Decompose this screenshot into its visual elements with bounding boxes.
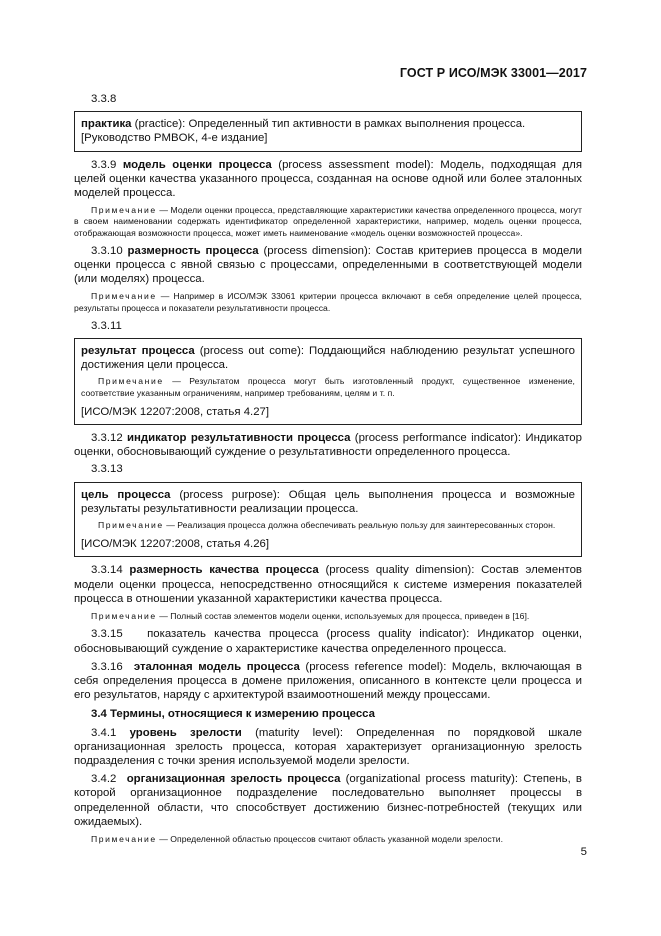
term-source-3-3-8: [Руководство PMBOK, 4-е издание] <box>81 132 268 145</box>
term-number-3-3-15: 3.3.15 <box>91 628 123 641</box>
note-3-3-10 <box>74 291 582 313</box>
term-definition-3-3-13 <box>81 488 575 516</box>
term-3-3-15-def: (process quality indicator): Индикатор оценки, обосновывающий суждение о характеристике качества определенного процесса. <box>74 628 582 655</box>
term-organizational-process-maturity: организационная зрелость процесса <box>126 773 341 786</box>
term-process-outcome: результат процесса <box>81 345 195 358</box>
note-3-3-11 <box>81 376 575 398</box>
note-3-3-14-text: — Полный состав элементов модели оценки, используемых для процесса, приведен в [16]. <box>156 611 530 622</box>
note-3-3-9 <box>74 205 582 239</box>
note-label: Примечание <box>91 291 157 302</box>
term-process-reference-model: эталонная модель процесса <box>133 660 300 673</box>
term-definition-3-3-15 <box>74 627 582 655</box>
page-number: 5 <box>580 846 587 858</box>
term-practice: практика <box>81 118 132 131</box>
note-label: Примечание <box>91 833 157 844</box>
term-process-dimension: размерность процесса <box>127 244 259 257</box>
note-3-4-2 <box>74 834 582 845</box>
note-3-3-14 <box>74 611 582 622</box>
term-3-4-2-def: (organizational process maturity): Степень, в которой организационное подразделение последовательно выполняет процессы в определенной области, что способствует достижению бизнес-потребностей (текущих или ожидаемых). <box>74 773 582 828</box>
note-3-3-10-text: — Например в ИСО/МЭК 33061 критерии процесса включают в себя определение целей процесса, результаты процесса и показатели результативности процесса. <box>74 291 582 313</box>
term-practice-def: (practice): Определенный тип активности в рамках выполнения процесса. <box>131 118 526 131</box>
note-label: Примечание <box>98 520 164 531</box>
term-definition-3-3-11 <box>81 344 575 372</box>
page-content <box>74 92 582 845</box>
note-3-4-2-text: — Определенной областью процессов считают область указанной модели зрелости. <box>156 833 504 844</box>
term-definition-3-4-2 <box>74 772 582 829</box>
term-source-3-3-11: [ИСО/МЭК 12207:2008, статья 4.27] <box>81 405 270 418</box>
term-3-3-16-def: (process reference model): Модель, включающая в себя определения процесса в домене приложения, описанного в контексте цели процесса и его результатов, наряду с архитектурой взаимоотношений между процессами. <box>74 660 582 702</box>
section-title-3-4: 3.4 Термины, относящиеся к измерению процесса <box>91 708 375 721</box>
term-number-3-3-13: 3.3.13 <box>91 463 123 476</box>
term-number-3-3-12: 3.3.12 <box>91 432 123 445</box>
term-definition-3-3-16 <box>74 660 582 703</box>
term-process-quality-indicator: показатель качества процесса <box>147 628 319 641</box>
term-number-3-4-2: 3.4.2 <box>91 773 117 786</box>
term-definition-3-4-1 <box>74 726 582 769</box>
term-number-3-4-1: 3.4.1 <box>91 726 117 739</box>
note-3-3-9-text: — Модели оценки процесса, представляющие характеристики качества определенного процесса, могут в своем наименовании содержать идентификатор определенной характеристики, например, модель оценки процесса, отображающая возможности процесса, может иметь наименование «модель оценки возможностей процесса». <box>74 205 582 238</box>
term-number-3-3-9: 3.3.9 <box>91 158 117 171</box>
term-number-3-3-16: 3.3.16 <box>91 660 123 673</box>
term-process-purpose: цель процесса <box>81 488 171 501</box>
note-label: Примечание <box>91 205 157 216</box>
term-number-3-3-8: 3.3.8 <box>91 93 117 105</box>
term-3-3-14-def: (process quality dimension): Состав элементов модели оценки процесса, непосредственно относящийся к системе измерения показателей процесса в отношении указанной характеристики качества процесса. <box>74 564 582 605</box>
note-label: Примечание <box>98 376 164 387</box>
term-definition-3-3-10 <box>74 244 582 287</box>
term-process-assessment-model: модель оценки процесса <box>122 158 272 171</box>
term-3-4-1-def: (maturity level): Определенная по порядковой шкале организационная зрелость процесса, которая характеризует организационную зрелость подразделения с точки зрения используемой модели зрелости. <box>74 726 582 767</box>
term-3-3-12-def: (process performance indicator): Индикатор оценки, обосновывающий суждение о результативности определенного процесса. <box>74 432 582 459</box>
term-3-3-11-def: (process out come): Поддающийся наблюдению результат успешного достижения цели процесса. <box>81 345 575 372</box>
term-definition-3-3-9 <box>74 158 582 201</box>
term-box-3-3-11 <box>74 338 582 425</box>
standard-header: ГОСТ Р ИСО/МЭК 33001—2017 <box>399 66 587 80</box>
term-box-3-3-13 <box>74 482 582 558</box>
term-definition-3-3-12 <box>74 431 582 459</box>
term-3-3-9-def: (process assessment model): Модель, подходящая для целей оценки качества указанного процесса, созданная на основе одной или более эталонных моделей процесса. <box>74 158 582 200</box>
term-3-3-13-def: (process purpose): Общая цель выполнения процесса и возможные результаты результативности реализации процесса. <box>81 488 575 515</box>
term-3-3-10-def: (process dimension): Состав критериев процесса в модели оценки процесса с явной связью с процессами, определенными в соответствующей модели (или моделях) процесса. <box>74 244 582 286</box>
term-number-3-3-14: 3.3.14 <box>91 564 123 577</box>
term-definition-3-3-14 <box>74 563 582 606</box>
term-process-quality-dimension: размерность качества процесса <box>129 564 319 577</box>
term-number-3-3-10: 3.3.10 <box>91 244 123 257</box>
term-process-performance-indicator: индикатор результативности процесса <box>127 432 351 445</box>
term-box-3-3-8 <box>74 111 582 151</box>
term-definition-3-3-8 <box>81 117 575 131</box>
note-3-3-13 <box>81 520 575 531</box>
term-number-3-3-11: 3.3.11 <box>91 319 122 332</box>
note-3-3-11-text: — Результатом процесса могут быть изготовленный продукт, существенное изменение, соответствие указанным ограничениям, например требованиям, целям и т. п. <box>81 376 575 398</box>
term-maturity-level: уровень зрелости <box>129 726 242 739</box>
note-3-3-13-text: — Реализация процесса должна обеспечивать реальную пользу для заинтересованных сторон. <box>163 520 556 531</box>
term-source-3-3-13: [ИСО/МЭК 12207:2008, статья 4.26] <box>81 538 270 551</box>
note-label: Примечание <box>91 611 157 622</box>
